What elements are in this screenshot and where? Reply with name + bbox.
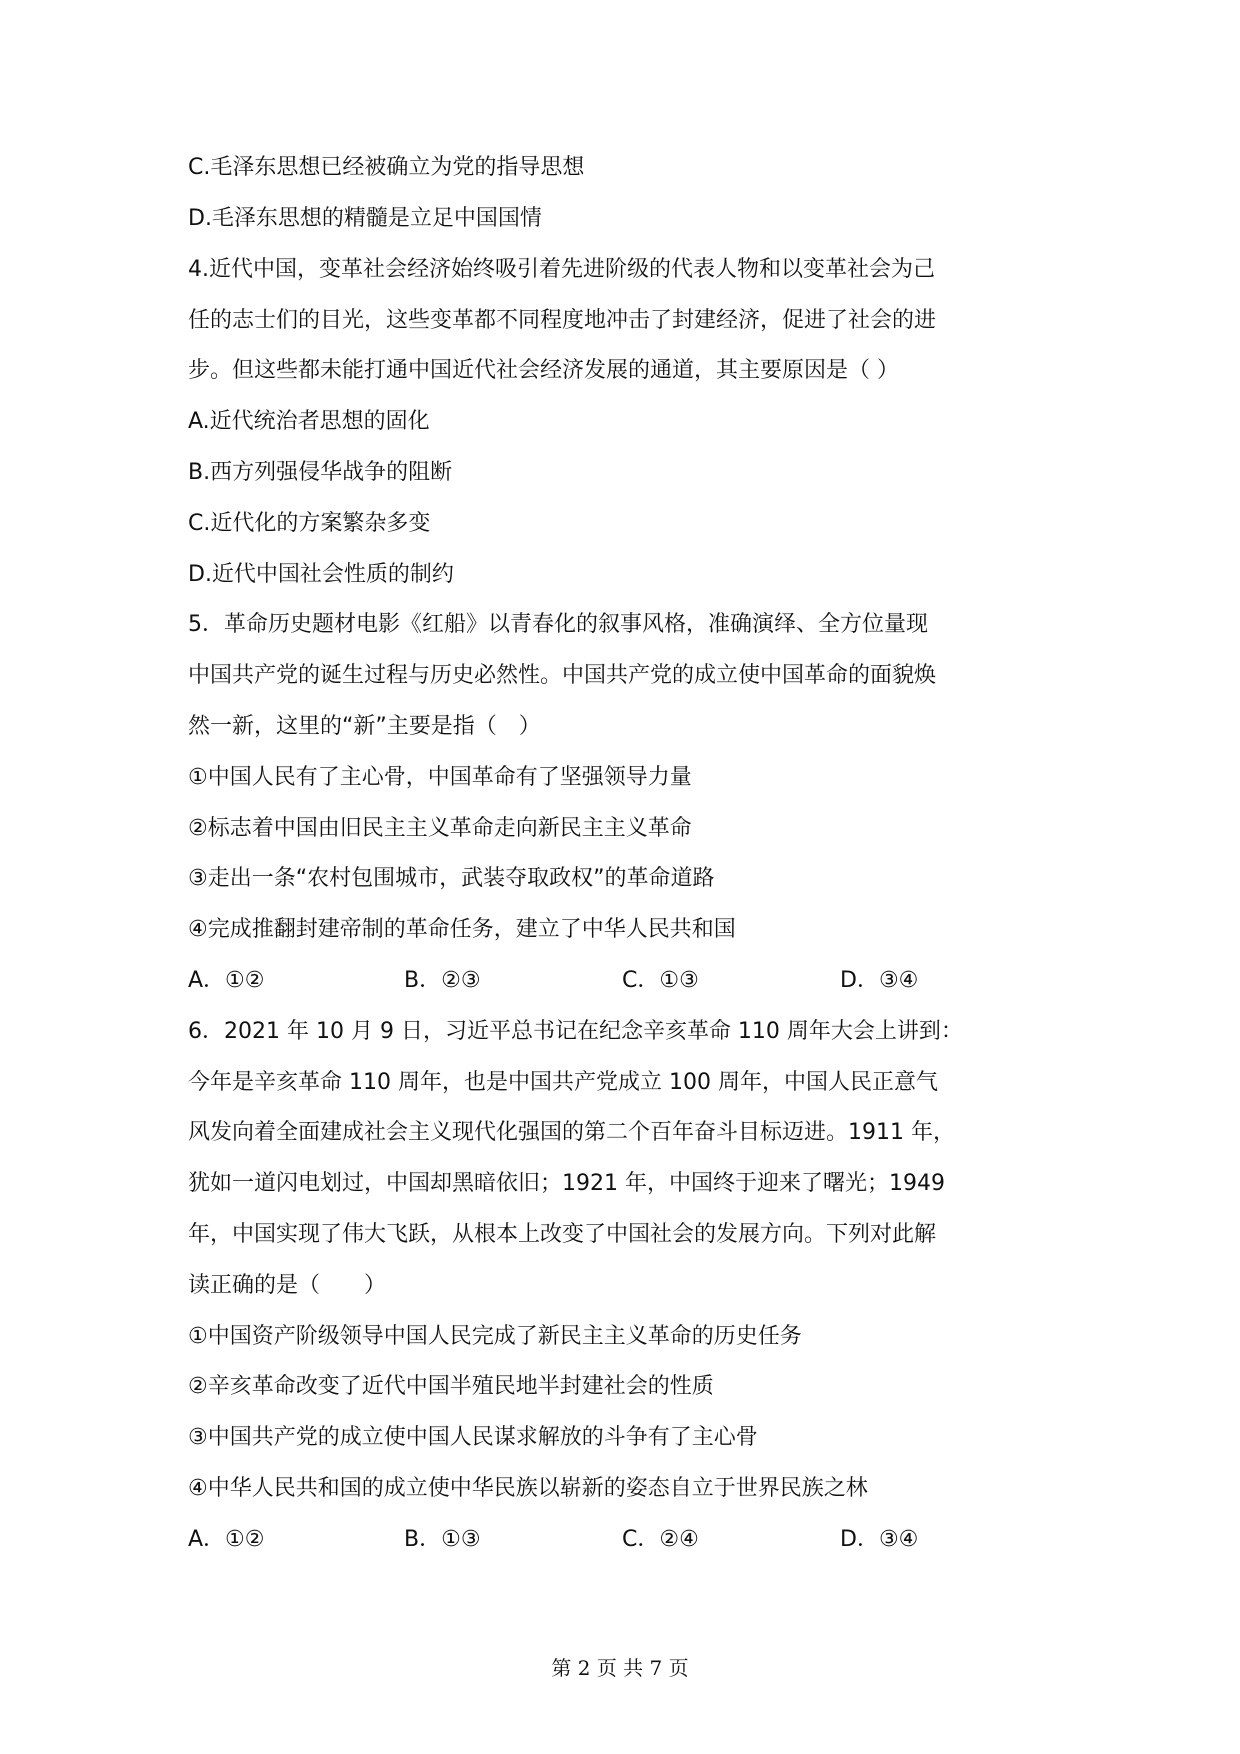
q5-statement-1: ①中国人民有了主心骨，中国革命有了坚强领导力量 [188, 765, 692, 790]
q6-statement-3: ③中国共产党的成立使中国人民谋求解放的斗争有了主心骨 [188, 1425, 758, 1450]
q5-option-d: D．③④ [840, 968, 919, 993]
q5-option-c: C．①③ [622, 968, 699, 993]
q4-option-b: B.西方列强侵华战争的阻断 [188, 460, 453, 485]
q6-option-b: B．①③ [404, 1527, 481, 1552]
q4-option-a: A.近代统治者思想的固化 [188, 409, 430, 434]
q4-option-d: D.近代中国社会性质的制约 [188, 562, 454, 587]
q6-statement-1: ①中国资产阶级领导中国人民完成了新民主主义革命的历史任务 [188, 1324, 802, 1349]
q6-option-a: A．①② [188, 1527, 265, 1552]
q5-statement-2: ②标志着中国由旧民主主义革命走向新民主主义革命 [188, 816, 692, 841]
q4-stem-line-1: 4.近代中国，变革社会经济始终吸引着先进阶级的代表人物和以变革社会为己 [188, 257, 935, 282]
q6-stem-line-4: 犹如一道闪电划过，中国却黑暗依旧；1921 年，中国终于迎来了曙光；1949 [188, 1171, 945, 1196]
q6-stem-line-5: 年，中国实现了伟大飞跃，从根本上改变了中国社会的发展方向。下列对此解 [188, 1222, 937, 1247]
q5-statement-3: ③走出一条“农村包围城市，武装夺取政权”的革命道路 [188, 866, 715, 891]
q6-stem-line-6: 读正确的是（ ） [188, 1273, 387, 1298]
q5-stem-line-1: 5．革命历史题材电影《红船》以青春化的叙事风格，准确演绎、全方位量现 [188, 612, 928, 637]
q6-statement-2: ②辛亥革命改变了近代中国半殖民地半封建社会的性质 [188, 1374, 714, 1399]
q6-stem-line-3: 风发向着全面建成社会主义现代化强国的第二个百年奋斗目标迈进。1911 年， [188, 1120, 955, 1145]
q5-statement-4: ④完成推翻封建帝制的革命任务，建立了中华人民共和国 [188, 917, 736, 942]
page-number-footer: 第 2 页 共 7 页 [551, 1656, 689, 1680]
q3-option-c: C.毛泽东思想已经被确立为党的指导思想 [188, 155, 585, 180]
q6-statement-4: ④中华人民共和国的成立使中华民族以崭新的姿态自立于世界民族之林 [188, 1476, 868, 1501]
q5-option-a: A．①② [188, 968, 265, 993]
q5-stem-line-2: 中国共产党的诞生过程与历史必然性。中国共产党的成立使中国革命的面貌焕 [188, 663, 937, 688]
q4-option-c: C.近代化的方案繁杂多变 [188, 511, 431, 536]
q5-stem-line-3: 然一新，这里的“新”主要是指（ ） [188, 714, 541, 739]
q5-option-b: B．②③ [404, 968, 481, 993]
q6-stem-line-2: 今年是辛亥革命 110 周年，也是中国共产党成立 100 周年，中国人民正意气 [188, 1070, 938, 1095]
q3-option-d: D.毛泽东思想的精髓是立足中国国情 [188, 206, 542, 231]
q6-stem-line-1: 6．2021 年 10 月 9 日，习近平总书记在纪念辛亥革命 110 周年大会上讲到： [188, 1019, 963, 1044]
q4-stem-line-2: 任的志士们的目光，这些变革都不同程度地冲击了封建经济，促进了社会的进 [188, 308, 937, 333]
q6-option-c: C．②④ [622, 1527, 699, 1552]
q4-stem-line-3: 步。但这些都未能打通中国近代社会经济发展的通道，其主要原因是（ ） [188, 358, 899, 383]
q6-option-d: D．③④ [840, 1527, 919, 1552]
